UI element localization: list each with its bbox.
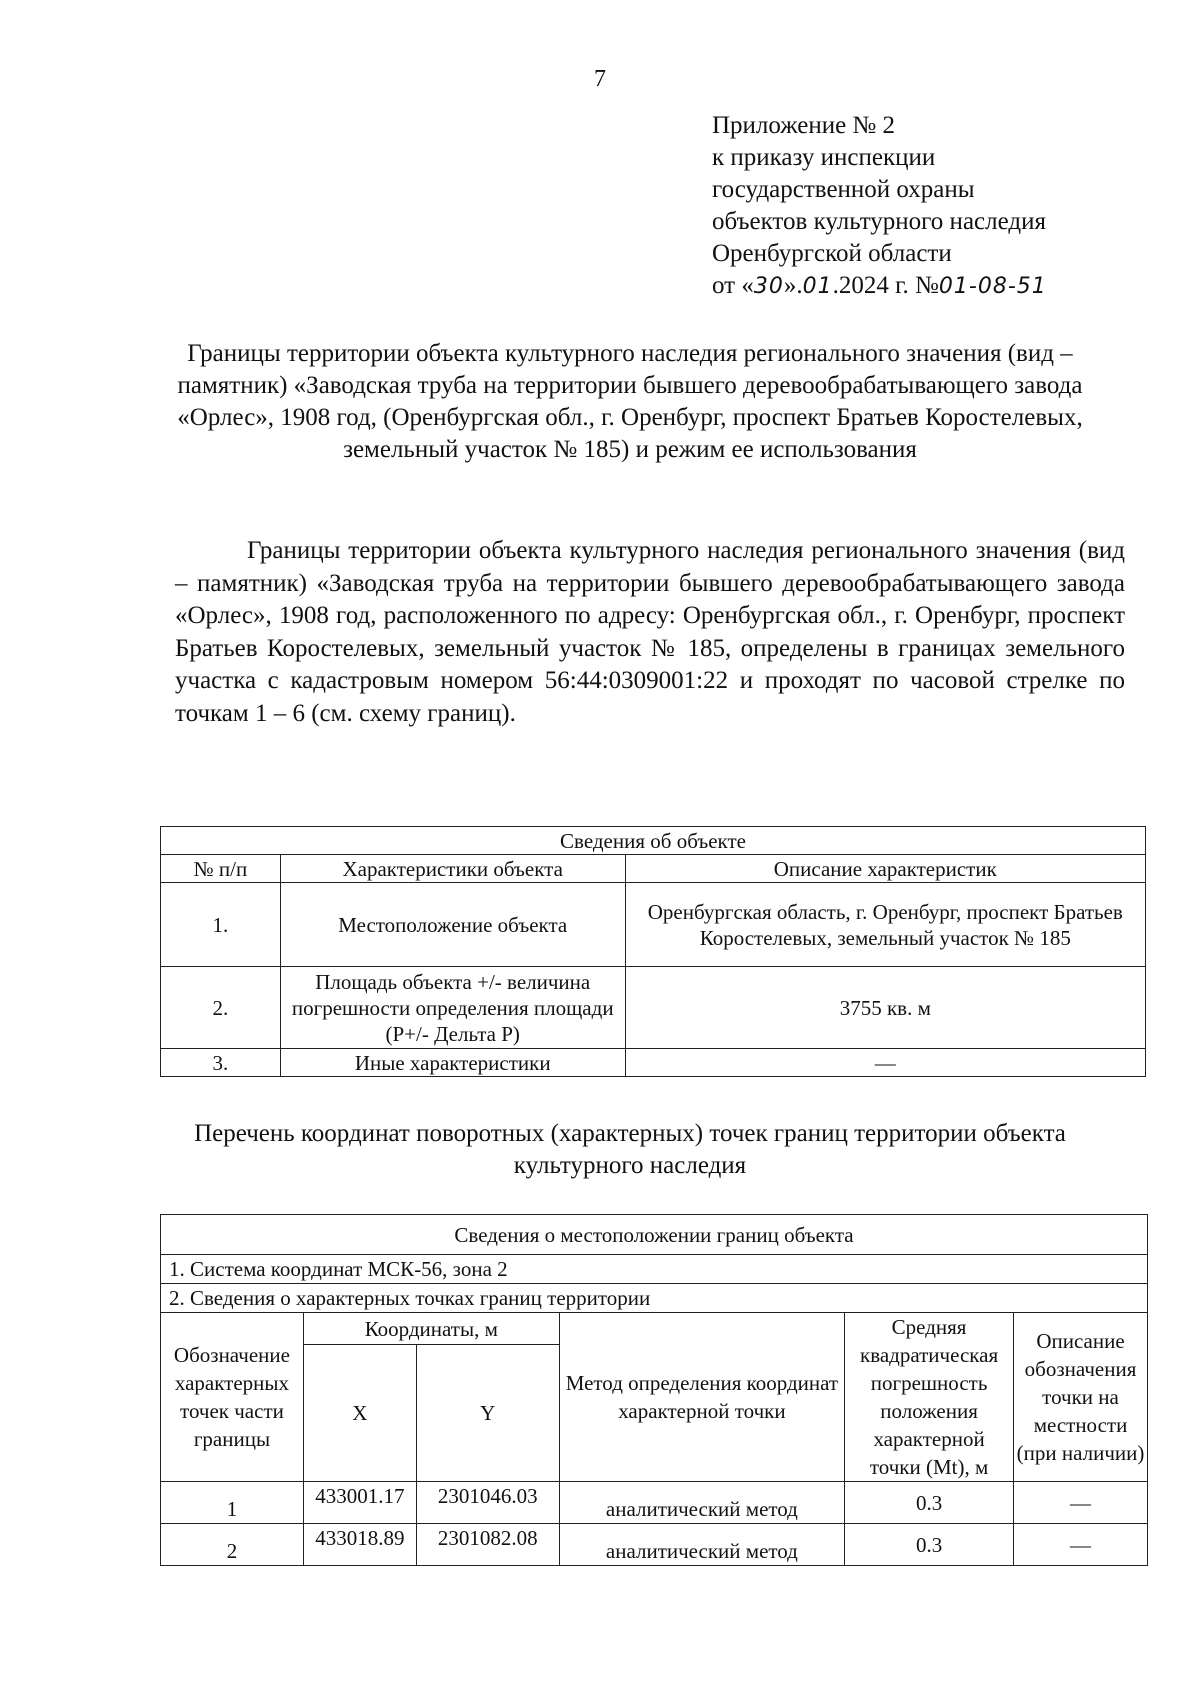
table-caption: Сведения об объекте	[161, 827, 1146, 855]
header-name: Характеристики объекта	[280, 855, 625, 883]
coordinate-system: 1. Система координат МСК-56, зона 2	[161, 1255, 1148, 1284]
annex-line: Оренбургской области	[712, 240, 952, 267]
table-row: 1 433001.17 2301046.03 аналитический метод 0.3 —	[161, 1482, 1148, 1524]
header-point: Обозначение характерных точек части границы	[161, 1313, 304, 1482]
header-method: Метод определения координат характерной точки	[559, 1313, 844, 1482]
date-mid: ».	[783, 272, 803, 299]
annex-line: к приказу инспекции	[712, 144, 936, 171]
table-caption: Сведения о местоположении границ объекта	[161, 1215, 1148, 1255]
annex-date-line	[712, 270, 1152, 303]
header-y: Y	[416, 1345, 559, 1482]
table-row: 2 433018.89 2301082.08 аналитический метод 0.3 —	[161, 1524, 1148, 1566]
object-info-table	[160, 826, 1146, 1077]
annex-line: объектов культурного наследия	[712, 208, 1046, 235]
section-header: 2. Сведения о характерных точках границ территории	[161, 1284, 1148, 1313]
coordinates-title: Перечень координат поворотных (характерных) точек границ территории объекта культурного наследия	[194, 1120, 1066, 1179]
table-row: 1. Местоположение объекта Оренбургская область, г. Оренбург, проспект Братьев Коростелевых, земельный участок № 185	[161, 883, 1146, 967]
header-description: Описание обозначения точки на местности (при наличии)	[1014, 1313, 1148, 1482]
coordinates-table	[160, 1214, 1148, 1566]
date-prefix: от «	[712, 272, 754, 299]
date-day: 30	[753, 274, 784, 299]
body-paragraph: Границы территории объекта культурного наследия регионального значения (вид – памятник) «Заводская труба на территории бывшего деревообрабатывающего завода «Орлес», 1908 год, расположенного по адресу: Оренбургская обл., г. Оренбург, проспект Братьев Коростелевых, земельный участок № 185, определены в границах земельного участка с кадастровым номером 56:44:0309001:22 и проходят по часовой стрелке по точкам 1 – 6 (см. схему границ).	[175, 537, 1125, 727]
order-number: 01-08-51	[938, 274, 1047, 299]
table-row: 3. Иные характеристики —	[161, 1049, 1146, 1077]
table-row: 2. Площадь объекта +/- величина погрешности определения площади (P+/- Дельта P) 3755 кв. м	[161, 967, 1146, 1049]
header-coords: Координаты, м	[303, 1313, 559, 1345]
date-mid: .2024 г. №	[832, 272, 939, 299]
header-desc: Описание характеристик	[625, 855, 1145, 883]
header-num: № п/п	[161, 855, 281, 883]
document-title: Границы территории объекта культурного наследия регионального значения (вид – памятник) «Заводская труба на территории бывшего деревообрабатывающего завода «Орлес», 1908 год, (Оренбургская обл., г. Оренбург, проспект Братьев Коростелевых, земельный участок № 185) и режим ее использования	[177, 340, 1083, 463]
date-month: 01	[802, 274, 833, 299]
header-x: X	[303, 1345, 416, 1482]
header-error: Средняя квадратическая погрешность положения характерной точки (Mt), м	[845, 1313, 1014, 1482]
annex-line: государственной охраны	[712, 176, 975, 203]
annex-header	[712, 110, 1152, 303]
page-number: 7	[594, 66, 606, 92]
annex-line: Приложение № 2	[712, 112, 896, 139]
